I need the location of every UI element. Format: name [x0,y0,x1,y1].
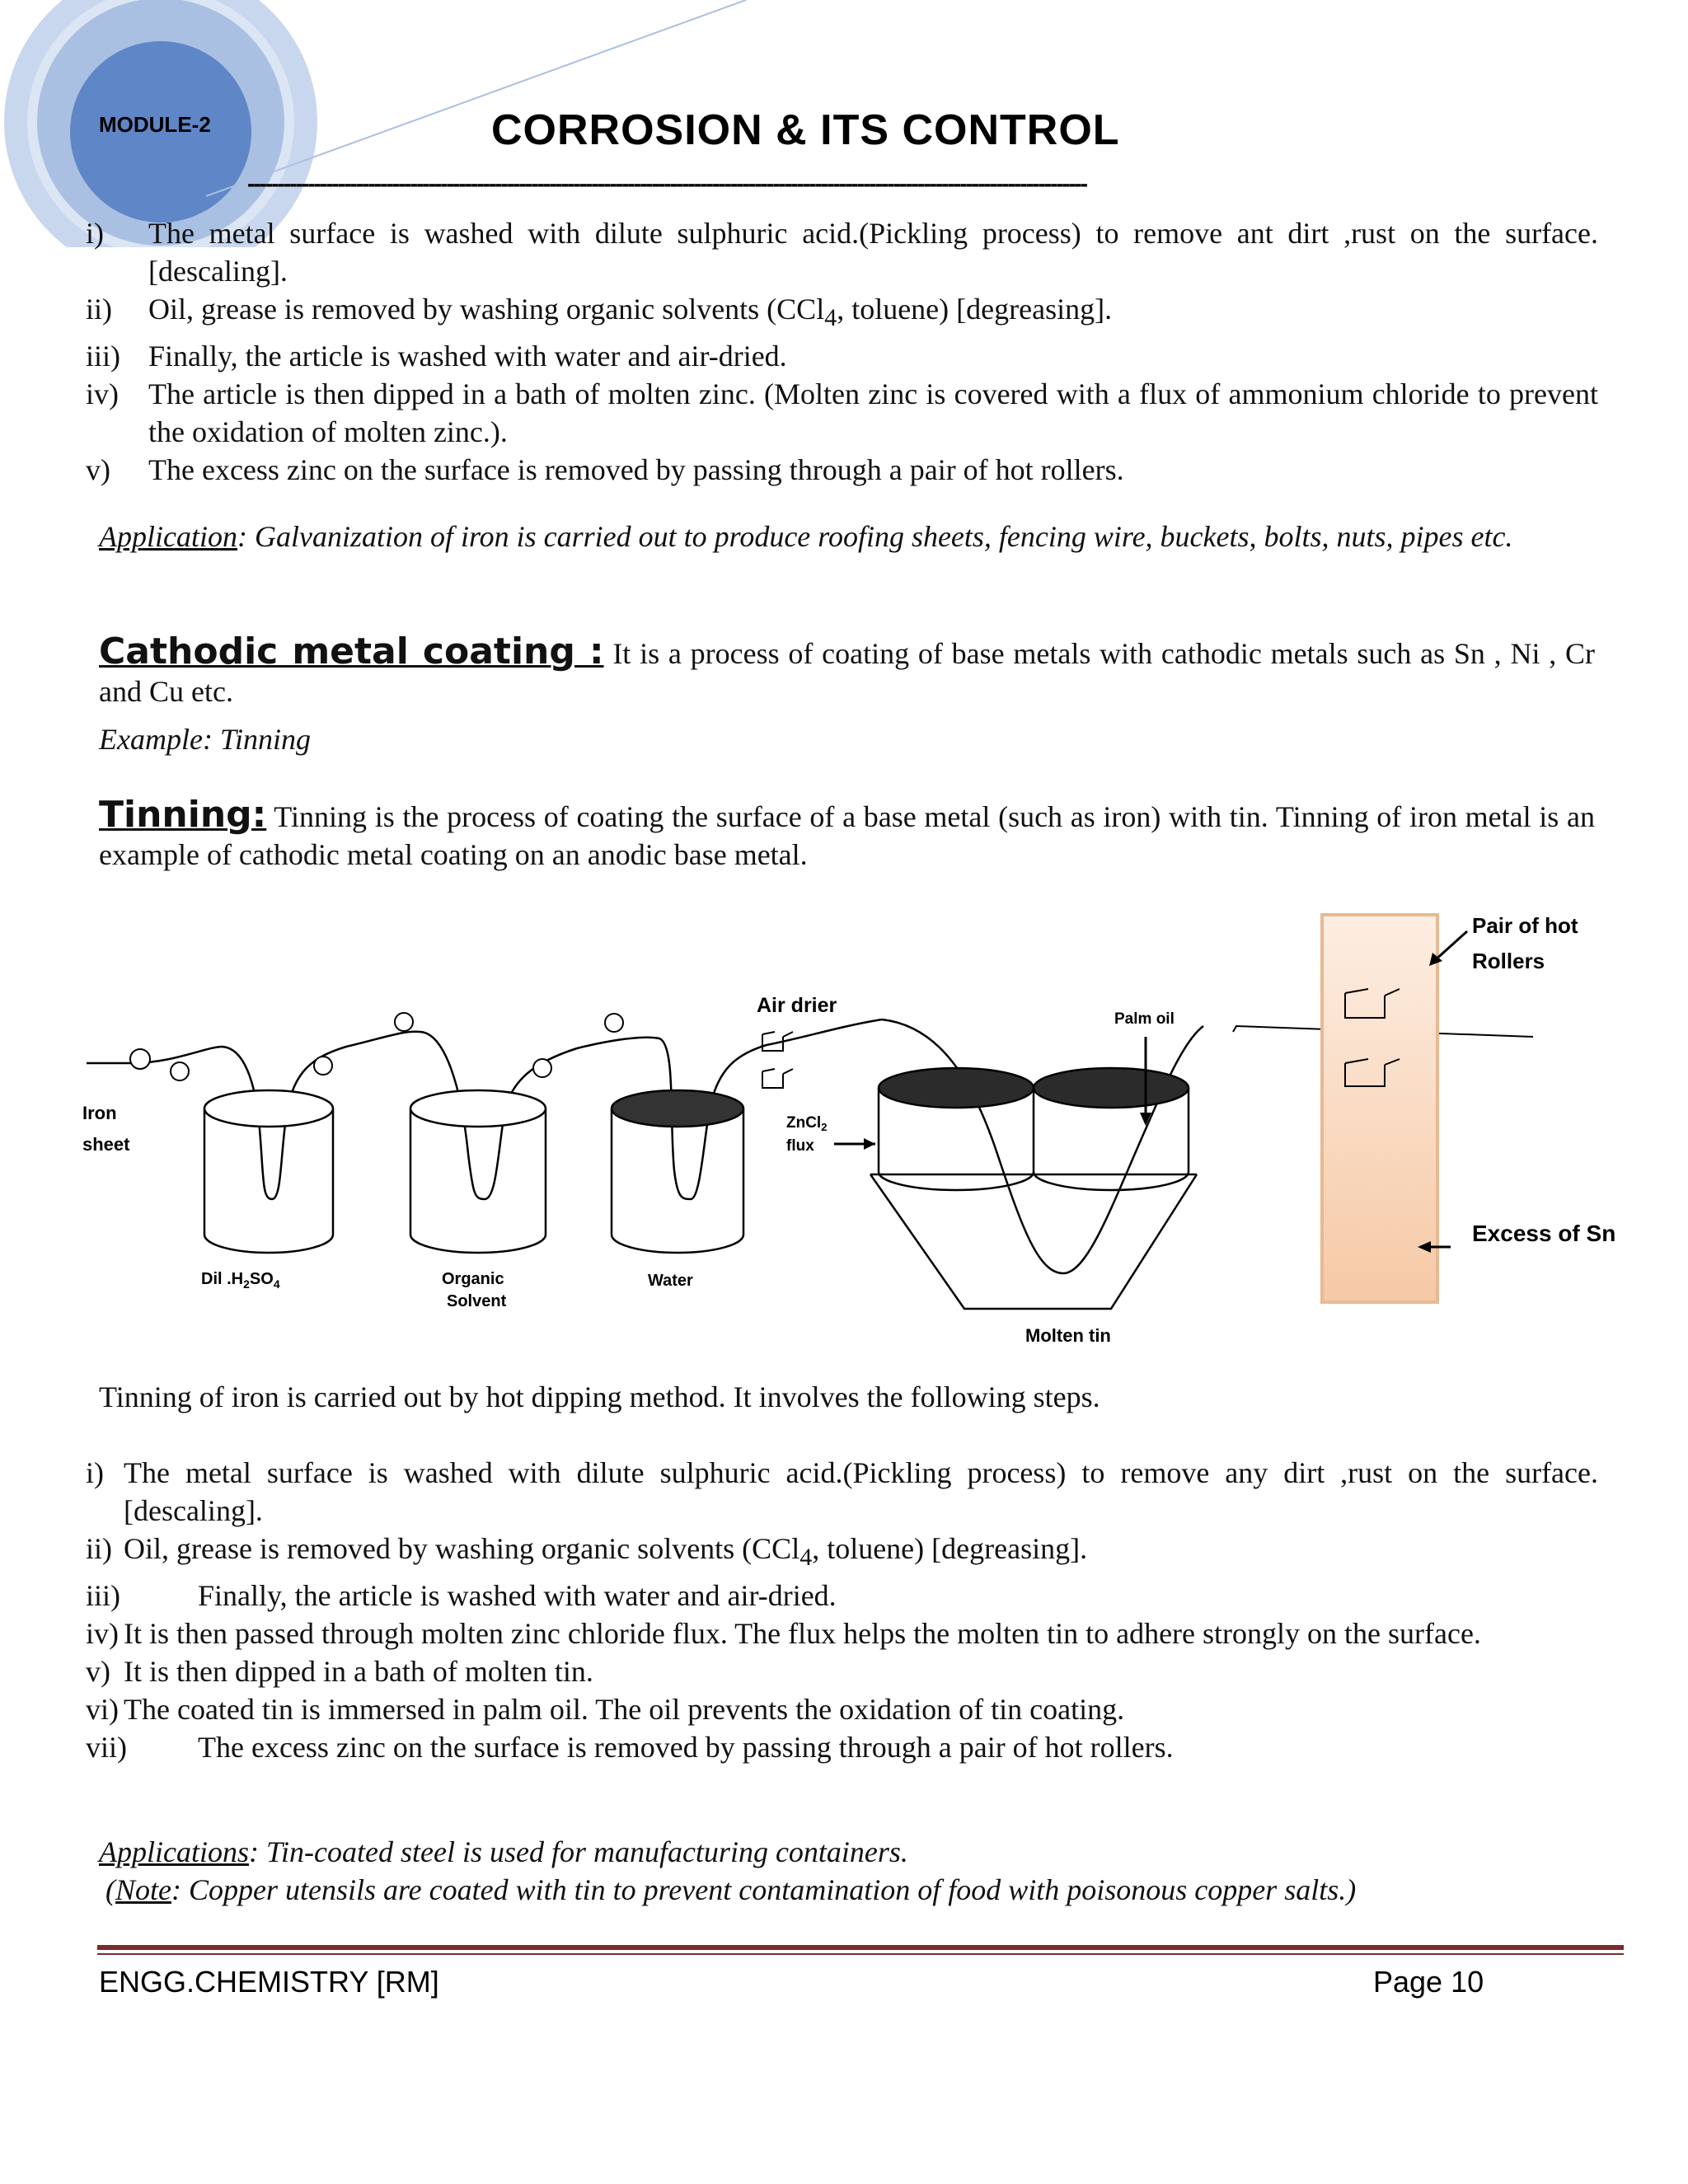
label-molten-tin: Molten tin [1025,1325,1111,1346]
label-iron: Iron [82,1103,117,1123]
guide-roller-icon [171,1062,189,1080]
molten-tin-tank [870,1068,1197,1309]
label-water: Water [648,1272,693,1290]
label-rollers: Rollers [1472,949,1545,973]
applications-label: Applications [99,1835,249,1868]
guide-roller-icon [314,1057,332,1075]
list-item: iv) It is then passed through molten zinc chloride flux. The flux helps the molten tin to adhere strongly on the surface. [86,1617,1481,1651]
list-item: iv) The article is then dipped in a bath of molten zinc. (Molten zinc is covered with a flux of ammonium chloride to prevent the oxidation of molten zinc.). [86,377,1598,449]
header-dashed-rule: ------------------------------------------------------------------------------------------------------------------------------------------- [247,171,1087,196]
tinning-application: Applications: Tin-coated steel is used for manufacturing containers. [99,1835,908,1868]
tinning-paragraph: Tinning: Tinning is the process of coating the surface of a base metal (such as iron) with tin. Tinning of iron metal is an example of cathodic metal coating on an anodic base metal. [99,794,1595,871]
water-beaker [612,1090,743,1253]
cathodic-coating-paragraph: Cathodic metal coating : It is a process of coating of base metals with cathodic metals such as Sn , Ni , Cr and Cu etc. [99,630,1596,708]
hot-rollers-column [1322,915,1437,1302]
guide-roller-icon [395,1013,413,1031]
label-pair-of-hot: Pair of hot [1472,913,1578,938]
list-item: iii) Finally, the article is washed with water and air-dried. [86,1579,837,1613]
guide-roller-icon [533,1059,551,1077]
list-item: vii) The excess zinc on the surface is removed by passing through a pair of hot rollers. [86,1731,1174,1765]
label-palm-oil: Palm oil [1114,1010,1175,1028]
cathodic-heading: Cathodic metal coating : [99,630,604,673]
tinning-heading: Tinning: [99,794,267,836]
note-label: Note [115,1873,171,1906]
galvanizing-steps-list [86,214,1598,489]
footer-course: ENGG.CHEMISTRY [RM] [99,1965,439,1999]
tinning-process-diagram [74,907,1665,1368]
list-item: ii) Oil, grease is removed by washing organic solvents (CCl$_4$, toluene) [degreasing]. [86,293,1113,332]
list-item: v) It is then dipped in a bath of molten tin. [86,1655,593,1689]
label-sheet: sheet [82,1134,130,1155]
label-excess-sn: Excess of Sn [1472,1221,1616,1246]
footer-rule [97,1945,1624,1950]
acid-beaker [204,1090,333,1253]
list-item: vi) The coated tin is immersed in palm oil. The oil prevents the oxidation of tin coating. [86,1693,1125,1727]
page-number: Page 10 [1373,1965,1484,1999]
module-label: MODULE-2 [99,112,211,137]
guide-roller-icon [605,1014,623,1032]
list-item: i) The metal surface is washed with dilute sulphuric acid.(Pickling process) to remove any dirt ,rust on the surface. [descaling]. [86,1456,1598,1527]
list-item: iii) Finally, the article is washed with water and air-dried. [86,340,787,373]
galvanizing-application: Application: Galvanization of iron is carried out to produce roofing sheets, fencing wire, buckets, bolts, nuts, pipes etc. [99,520,1513,553]
label-solvent: Solvent [447,1292,507,1310]
list-item: v) The excess zinc on the surface is removed by passing through a pair of hot rollers. [86,453,1124,487]
label-acid: Dil $.H_2SO_4$ [201,1270,280,1291]
application-label: Application [99,520,237,553]
list-item: i) The metal surface is washed with dilute sulphuric acid.(Pickling process) to remove ant dirt ,rust on the surface. [descaling]. [86,217,1598,288]
tinning-intro: Tinning of iron is carried out by hot dipping method. It involves the following steps. [99,1380,1100,1413]
organic-solvent-beaker [410,1090,546,1253]
guide-roller-icon [130,1049,150,1069]
footer-rule-thin [97,1953,1624,1955]
tinning-steps-list [86,1454,1598,1766]
note: (Note: Copper utensils are coated with tin to prevent contamination of food with poisonous copper salts.) [106,1873,1357,1906]
cathodic-example: Example: Tinning [99,723,311,756]
label-flux: flux [786,1137,814,1155]
label-air-drier: Air drier [757,994,837,1017]
arrow-head-icon [864,1138,875,1150]
label-zncl2: ZnCl$_2$ [786,1114,828,1133]
label-organic: Organic [442,1270,504,1288]
list-item: ii) Oil, grease is removed by washing organic solvents (CCl$_4$, toluene) [degreasing]. [86,1532,1088,1572]
iron-sheet-dip-path [882,1019,1203,1273]
page-title: CORROSION & ITS CONTROL [491,106,1120,154]
